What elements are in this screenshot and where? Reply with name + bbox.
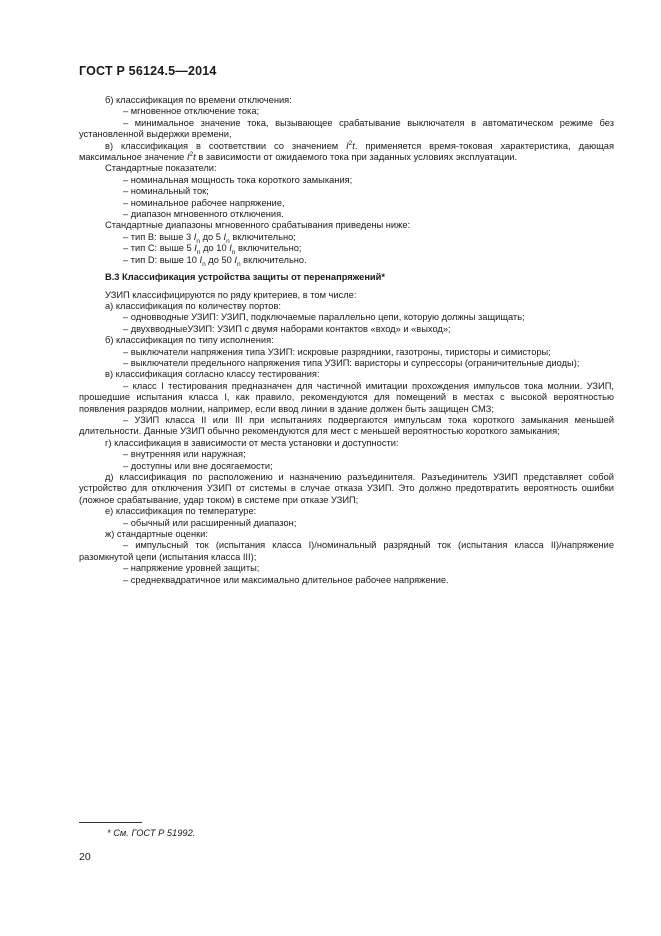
paragraph: е) классификация по температуре: <box>105 506 257 517</box>
list-item-type-d: – тип D: выше 10 $I_n$ до 50 $I_n$ включительно. <box>123 254 307 268</box>
list-item-type-b: – тип B: выше 3 $I_n$ до 5 $I_n$ включительно; <box>123 231 296 245</box>
paragraph: б) классификация по типу исполнения: <box>105 335 274 346</box>
list-item: – напряжение уровней защиты; <box>123 563 260 574</box>
list-item-type-c: – тип C: выше 5 $I_n$ до 10 $I_n$ включительно; <box>123 243 302 257</box>
list-item: – двухвводныеУЗИП: УЗИП с двумя наборами контактов «вход» и «выход»; <box>123 323 451 334</box>
list-item: – внутренняя или наружная; <box>123 449 246 460</box>
paragraph: Стандартные показатели: <box>105 163 217 174</box>
list-item: – обычный или расширенный диапазон; <box>123 517 297 528</box>
paragraph: ж) стандартные оценки: <box>105 529 208 540</box>
paragraph: УЗИП классифицируются по ряду критериев, в том числе: <box>105 289 357 300</box>
footnote-divider <box>79 822 142 823</box>
section-heading: В.3 Классификация устройства защиты от перенапряжений* <box>105 272 385 283</box>
list-item: – среднеквадратичное или максимально длительное рабочее напряжение. <box>123 574 449 585</box>
page-number: 20 <box>79 851 91 863</box>
list-item: – мгновенное отключение тока; <box>123 106 260 117</box>
paragraph: б) классификация по времени отключения: <box>105 95 292 105</box>
paragraph: а) классификация по количеству портов: <box>105 300 281 311</box>
document-body <box>79 95 614 586</box>
list-item: – минимальное значение тока, вызывающее срабатывание выключателя в автоматическом режиме без установленной выдержки времени, <box>79 117 614 140</box>
document-header: ГОСТ Р 56124.5—2014 <box>79 64 217 78</box>
paragraph: в) классификация в соответствии со значением $I^2t$. применяется время-токовая характеристика, дающая максимальное значение $I^2t$ в зависимости от ожидаемого тока при заданных условиях эксплуатации. <box>79 139 614 163</box>
list-item: – выключатели напряжения типа УЗИП: искровые разрядники, газотроны, тиристоры и симисторы; <box>123 346 551 357</box>
list-item: – номинальная мощность тока короткого замыкания; <box>123 174 353 185</box>
paragraph: Стандартные диапазоны мгновенного срабатывания приведены ниже: <box>105 220 411 231</box>
list-item: – импульсный ток (испытания класса I)/номинальный разрядный ток (испытания класса II)/напряжение разомкнутой цепи (испытания класса III); <box>79 540 614 562</box>
list-item: – номинальный ток; <box>123 186 209 197</box>
list-item: – номинальное рабочее напряжение, <box>123 197 285 208</box>
list-item: – доступны или вне досягаемости; <box>123 460 273 471</box>
list-item: – выключатели предельного напряжения типа УЗИП: варисторы и супрессоры (ограничительные диоды); <box>123 357 580 368</box>
list-item: – диапазон мгновенного отключения. <box>123 209 284 220</box>
paragraph: в) классификация согласно классу тестирования: <box>105 369 320 380</box>
list-item: – УЗИП класса II или III при испытаниях подвергаются импульсам тока короткого замыкания меньшей длительности. Данные УЗИП обычно рекомендуются для мест с меньшей вероятностью короткого замыкания; <box>79 414 614 437</box>
paragraph: д) классификация по расположению и назначению разъединителя. Разъединитель УЗИП представляет собой устройство для отключения УЗИП от системы в случае отказа УЗИП. Это должно предотвратить вероятность ошибки (ложное срабатывание, удар током) в системе при отказе УЗИП; <box>79 472 614 505</box>
footnote: * См. ГОСТ Р 51992. <box>107 828 196 838</box>
list-item: – одновводные УЗИП: УЗИП, подключаемые параллельно цепи, которую должны защищать; <box>123 312 525 323</box>
list-item: – класс I тестирования предназначен для частичной имитации прохождения импульсов тока молнии. УЗИП, прошедшие испытания класса I, как правило, рекомендуются для помещений в местах с высокой вероятностью появления разрядов молнии, например, если ввод линии в здание должен быть защищен СМЗ; <box>79 380 614 414</box>
paragraph: г) классификация в зависимости от места установки и доступности: <box>105 437 399 448</box>
